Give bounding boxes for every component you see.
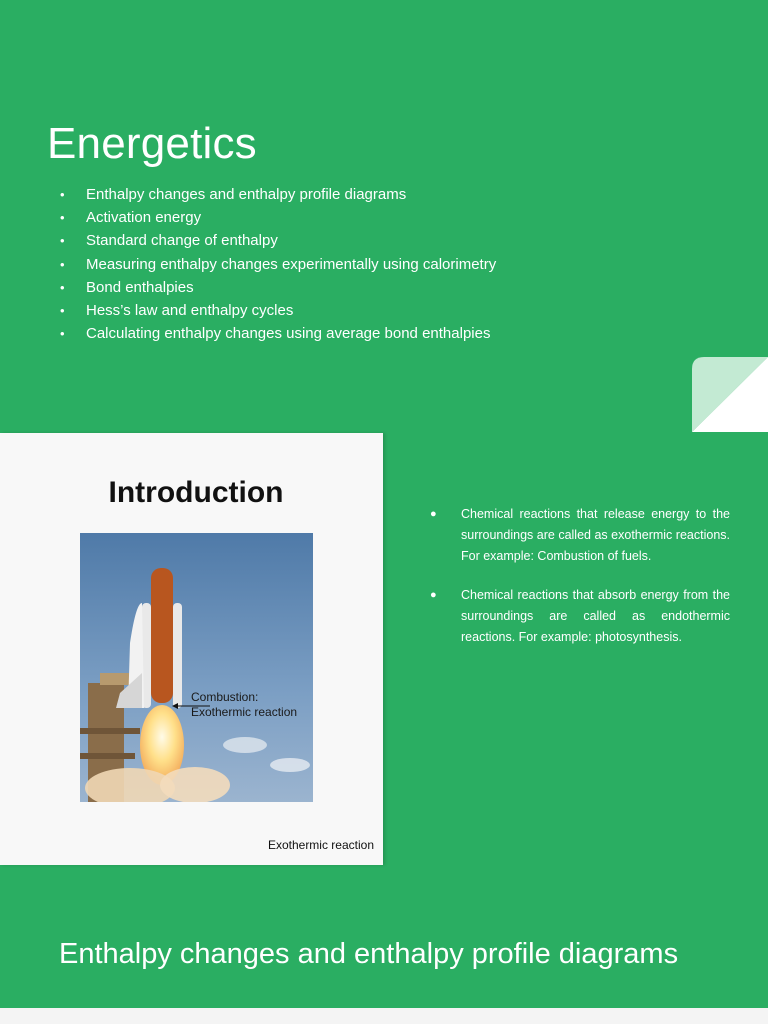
- topic-item: [60, 229, 496, 252]
- topic-label: Standard change of enthalpy: [86, 232, 278, 250]
- topic-item: [60, 253, 496, 276]
- exhaust-smoke: [160, 767, 230, 802]
- cloud: [270, 758, 310, 772]
- topic-item: [60, 206, 496, 229]
- bullet-icon: •: [60, 256, 65, 272]
- bullet-icon: ●: [430, 508, 437, 520]
- fact-text: Chemical reactions that absorb energy from the surroundings are called as endothermic reactions. For example: photosynthesis.: [461, 588, 730, 644]
- rocket-launch-image: [80, 533, 313, 802]
- topic-item: [60, 276, 496, 299]
- topic-label: Activation energy: [86, 209, 202, 227]
- topic-item: [60, 299, 496, 322]
- solid-booster: [173, 603, 182, 708]
- page-title: Energetics: [47, 119, 257, 168]
- introduction-slide: [0, 433, 383, 865]
- bullet-icon: ●: [430, 589, 437, 602]
- rocket-launch-illustration: [80, 533, 313, 802]
- topic-item: [60, 322, 496, 345]
- fact-list: [430, 504, 730, 667]
- photo-annotation-line: Combustion:: [191, 690, 259, 704]
- fact-item: [430, 585, 730, 647]
- topic-list: [60, 183, 496, 345]
- photo-annotation: [191, 690, 297, 720]
- external-tank: [151, 568, 173, 703]
- topic-item: [60, 183, 496, 206]
- fact-text: Chemical reactions that release energy to the surroundings are called as exothermic reactions. For example: Combustion of fuels.: [461, 507, 730, 563]
- bullet-icon: •: [60, 187, 65, 202]
- bullet-icon: •: [60, 233, 65, 249]
- bottom-strip: [0, 1008, 768, 1024]
- topic-label: Bond enthalpies: [86, 278, 194, 296]
- topic-label: Measuring enthalpy changes experimentally using calorimetry: [86, 255, 497, 273]
- bullet-icon: •: [60, 326, 65, 342]
- topic-label: Hess’s law and enthalpy cycles: [86, 301, 294, 319]
- topic-label: Enthalpy changes and enthalpy profile diagrams: [86, 186, 407, 203]
- cloud: [223, 737, 267, 753]
- bullet-icon: •: [60, 210, 65, 226]
- photo-annotation-line: Exothermic reaction: [191, 705, 298, 719]
- launch-tower-arm: [80, 728, 140, 734]
- page-curl-icon: [692, 357, 768, 432]
- slide-title: Introduction: [108, 476, 284, 509]
- slide-caption: Exothermic reaction: [267, 838, 374, 852]
- launch-tower-arm: [80, 753, 135, 759]
- section-heading: Enthalpy changes and enthalpy profile diagrams: [59, 938, 679, 970]
- fact-item: [430, 504, 730, 566]
- bullet-icon: •: [60, 302, 65, 318]
- topic-label: Calculating enthalpy changes using average bond enthalpies: [86, 325, 491, 343]
- bullet-icon: •: [60, 279, 65, 295]
